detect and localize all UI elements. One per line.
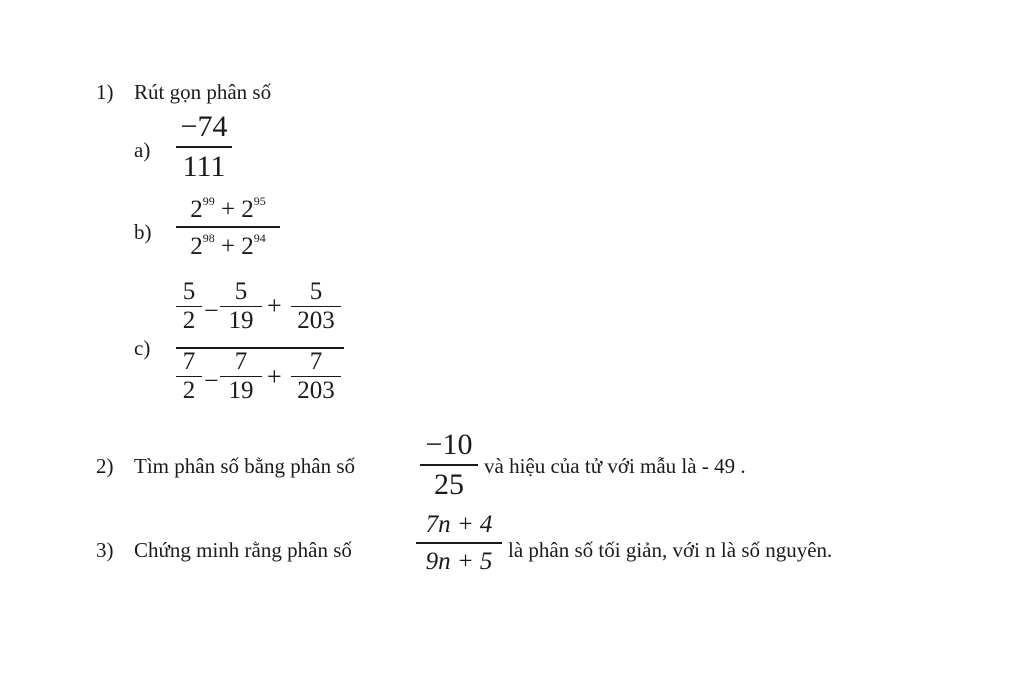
numerator: 5 bbox=[234, 278, 248, 305]
denominator: 2 bbox=[182, 377, 196, 404]
q2-text-after: và hiệu của tử với mẫu là - 49 . bbox=[484, 454, 746, 478]
q1b-numerator bbox=[176, 195, 280, 226]
q1c-label: c) bbox=[134, 336, 151, 360]
q1c-bottom-frac-3 bbox=[291, 348, 341, 405]
q1c-top-frac-2 bbox=[220, 278, 262, 335]
den-base: 2 bbox=[190, 233, 203, 260]
q2-text-before: Tìm phân số bằng phân số bbox=[134, 454, 356, 478]
q3-denominator: 9n + 5 bbox=[425, 548, 493, 575]
q1b-fraction bbox=[176, 195, 280, 259]
den-exponent: 98 bbox=[202, 231, 215, 245]
numerator: 5 bbox=[182, 278, 196, 305]
q3-fraction bbox=[416, 512, 502, 574]
q1a-numerator: −74 bbox=[180, 110, 228, 143]
q1c-top-frac-3 bbox=[291, 278, 341, 335]
plus-sign: + bbox=[220, 233, 236, 260]
den-base: 2 bbox=[241, 233, 254, 260]
q1b-denominator bbox=[176, 228, 280, 259]
numerator: 5 bbox=[309, 278, 323, 305]
num-exponent: 99 bbox=[202, 194, 215, 208]
q1b-label: b) bbox=[134, 220, 152, 244]
denominator: 2 bbox=[182, 307, 196, 334]
num-base: 2 bbox=[241, 196, 254, 223]
num-exponent: 95 bbox=[253, 194, 266, 208]
plus-sign: + bbox=[267, 362, 282, 391]
minus-sign: − bbox=[204, 296, 219, 325]
minus-sign: − bbox=[204, 366, 219, 395]
q1-number: 1) bbox=[96, 80, 114, 104]
q1c-bottom-frac-2 bbox=[220, 348, 262, 405]
q3-text-after: là phân số tối giản, với n là số nguyên. bbox=[508, 538, 833, 562]
num-base: 2 bbox=[190, 196, 203, 223]
denominator: 203 bbox=[297, 307, 335, 334]
numerator: 7 bbox=[234, 348, 248, 375]
q2-denominator: 25 bbox=[434, 468, 464, 501]
q3-text-before: Chứng minh rằng phân số bbox=[134, 538, 352, 562]
denominator: 203 bbox=[297, 377, 335, 404]
numerator: 7 bbox=[309, 348, 323, 375]
q1a-denominator: 111 bbox=[182, 150, 226, 183]
q2-fraction bbox=[420, 430, 478, 500]
q3-number: 3) bbox=[96, 538, 114, 562]
den-exponent: 94 bbox=[253, 231, 266, 245]
q3-numerator: 7n + 4 bbox=[425, 511, 493, 538]
q1a-label: a) bbox=[134, 138, 151, 162]
q1c-bottom-frac-1 bbox=[176, 348, 202, 405]
numerator: 7 bbox=[182, 348, 196, 375]
denominator: 19 bbox=[228, 377, 254, 404]
plus-sign: + bbox=[267, 291, 282, 320]
q1c-top-frac-1 bbox=[176, 278, 202, 335]
q2-number: 2) bbox=[96, 454, 114, 478]
q1a-fraction bbox=[176, 112, 232, 182]
plus-sign: + bbox=[220, 196, 236, 223]
q1-title: Rút gọn phân số bbox=[134, 80, 272, 104]
q2-numerator: −10 bbox=[425, 428, 473, 461]
denominator: 19 bbox=[228, 307, 254, 334]
